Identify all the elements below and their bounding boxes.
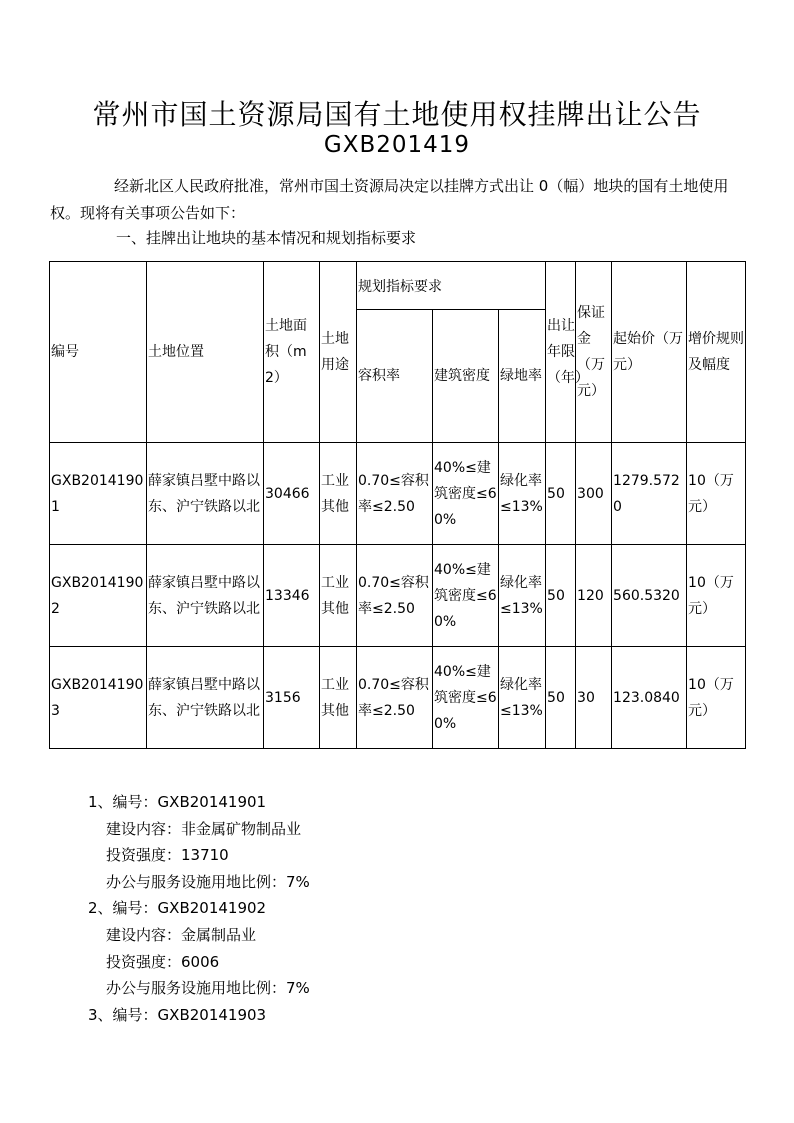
cell-density: 40%≤建筑密度≤60%	[433, 647, 499, 749]
cell-density: 40%≤建筑密度≤60%	[433, 443, 499, 545]
cell-green: 绿化率≤13%	[499, 647, 546, 749]
cell-location: 薛家镇吕墅中路以东、沪宁铁路以北	[147, 647, 264, 749]
parcel-2-content: 建设内容：金属制品业	[106, 925, 257, 944]
parcel-2-ratio: 办公与服务设施用地比例：7%	[106, 979, 310, 998]
header-far: 容积率	[357, 310, 433, 443]
parcel-1-intensity: 投资强度：13710	[106, 846, 229, 865]
cell-term: 50	[546, 443, 576, 545]
cell-term: 50	[546, 545, 576, 647]
parcel-1-content: 建设内容：非金属矿物制品业	[106, 819, 302, 838]
header-increment: 增价规则及幅度	[687, 262, 746, 443]
cell-far: 0.70≤容积率≤2.50	[357, 647, 433, 749]
page-title: 常州市国土资源局国有土地使用权挂牌出让公告	[92, 98, 702, 131]
parcel-details-list	[88, 789, 310, 1028]
table-header-row	[50, 262, 746, 310]
header-location: 土地位置	[147, 262, 264, 443]
cell-increment: 10（万元）	[687, 545, 746, 647]
header-deposit: 保证金（万元）	[576, 262, 612, 443]
header-density: 建筑密度	[433, 310, 499, 443]
section-heading: 一、挂牌出让地块的基本情况和规划指标要求	[116, 229, 417, 247]
cell-location: 薛家镇吕墅中路以东、沪宁铁路以北	[147, 443, 264, 545]
table-row	[50, 443, 746, 545]
cell-area: 13346	[264, 545, 320, 647]
cell-deposit: 30	[576, 647, 612, 749]
cell-density: 40%≤建筑密度≤60%	[433, 545, 499, 647]
cell-code: GXB20141902	[50, 545, 147, 647]
cell-green: 绿化率≤13%	[499, 545, 546, 647]
header-term: 出让年限（年）	[546, 262, 576, 443]
cell-location: 薛家镇吕墅中路以东、沪宁铁路以北	[147, 545, 264, 647]
header-planning: 规划指标要求	[357, 262, 546, 310]
cell-far: 0.70≤容积率≤2.50	[357, 545, 433, 647]
cell-area: 3156	[264, 647, 320, 749]
header-use: 土地用途	[320, 262, 357, 443]
parcel-2-intensity: 投资强度：6006	[106, 952, 220, 971]
cell-code: GXB20141901	[50, 443, 147, 545]
cell-start-price: 560.5320	[612, 545, 687, 647]
cell-increment: 10（万元）	[687, 443, 746, 545]
cell-far: 0.70≤容积率≤2.50	[357, 443, 433, 545]
cell-term: 50	[546, 647, 576, 749]
cell-use: 工业其他	[320, 647, 357, 749]
cell-use: 工业其他	[320, 443, 357, 545]
cell-start-price: 1279.5720	[612, 443, 687, 545]
cell-increment: 10（万元）	[687, 647, 746, 749]
intro-paragraph: 经新北区人民政府批准，常州市国土资源局决定以挂牌方式出让 0（幅）地块的国有土地使用权。现将有关事项公告如下：	[50, 177, 729, 222]
parcel-3-heading: 3、编号：GXB20141903	[88, 1005, 267, 1024]
cell-area: 30466	[264, 443, 320, 545]
announcement-number: GXB201419	[323, 132, 471, 158]
table-row	[50, 647, 746, 749]
header-green: 绿地率	[499, 310, 546, 443]
header-area: 土地面积（m2）	[264, 262, 320, 443]
parcel-table	[49, 261, 746, 749]
cell-deposit: 300	[576, 443, 612, 545]
cell-green: 绿化率≤13%	[499, 443, 546, 545]
header-start-price: 起始价（万元）	[612, 262, 687, 443]
parcel-1-ratio: 办公与服务设施用地比例：7%	[106, 872, 310, 891]
header-code: 编号	[50, 262, 147, 443]
parcel-1-heading: 1、编号：GXB20141901	[88, 793, 267, 811]
cell-use: 工业其他	[320, 545, 357, 647]
parcel-2-heading: 2、编号：GXB20141902	[88, 899, 267, 918]
cell-deposit: 120	[576, 545, 612, 647]
cell-start-price: 123.0840	[612, 647, 687, 749]
cell-code: GXB20141903	[50, 647, 147, 749]
table-row	[50, 545, 746, 647]
